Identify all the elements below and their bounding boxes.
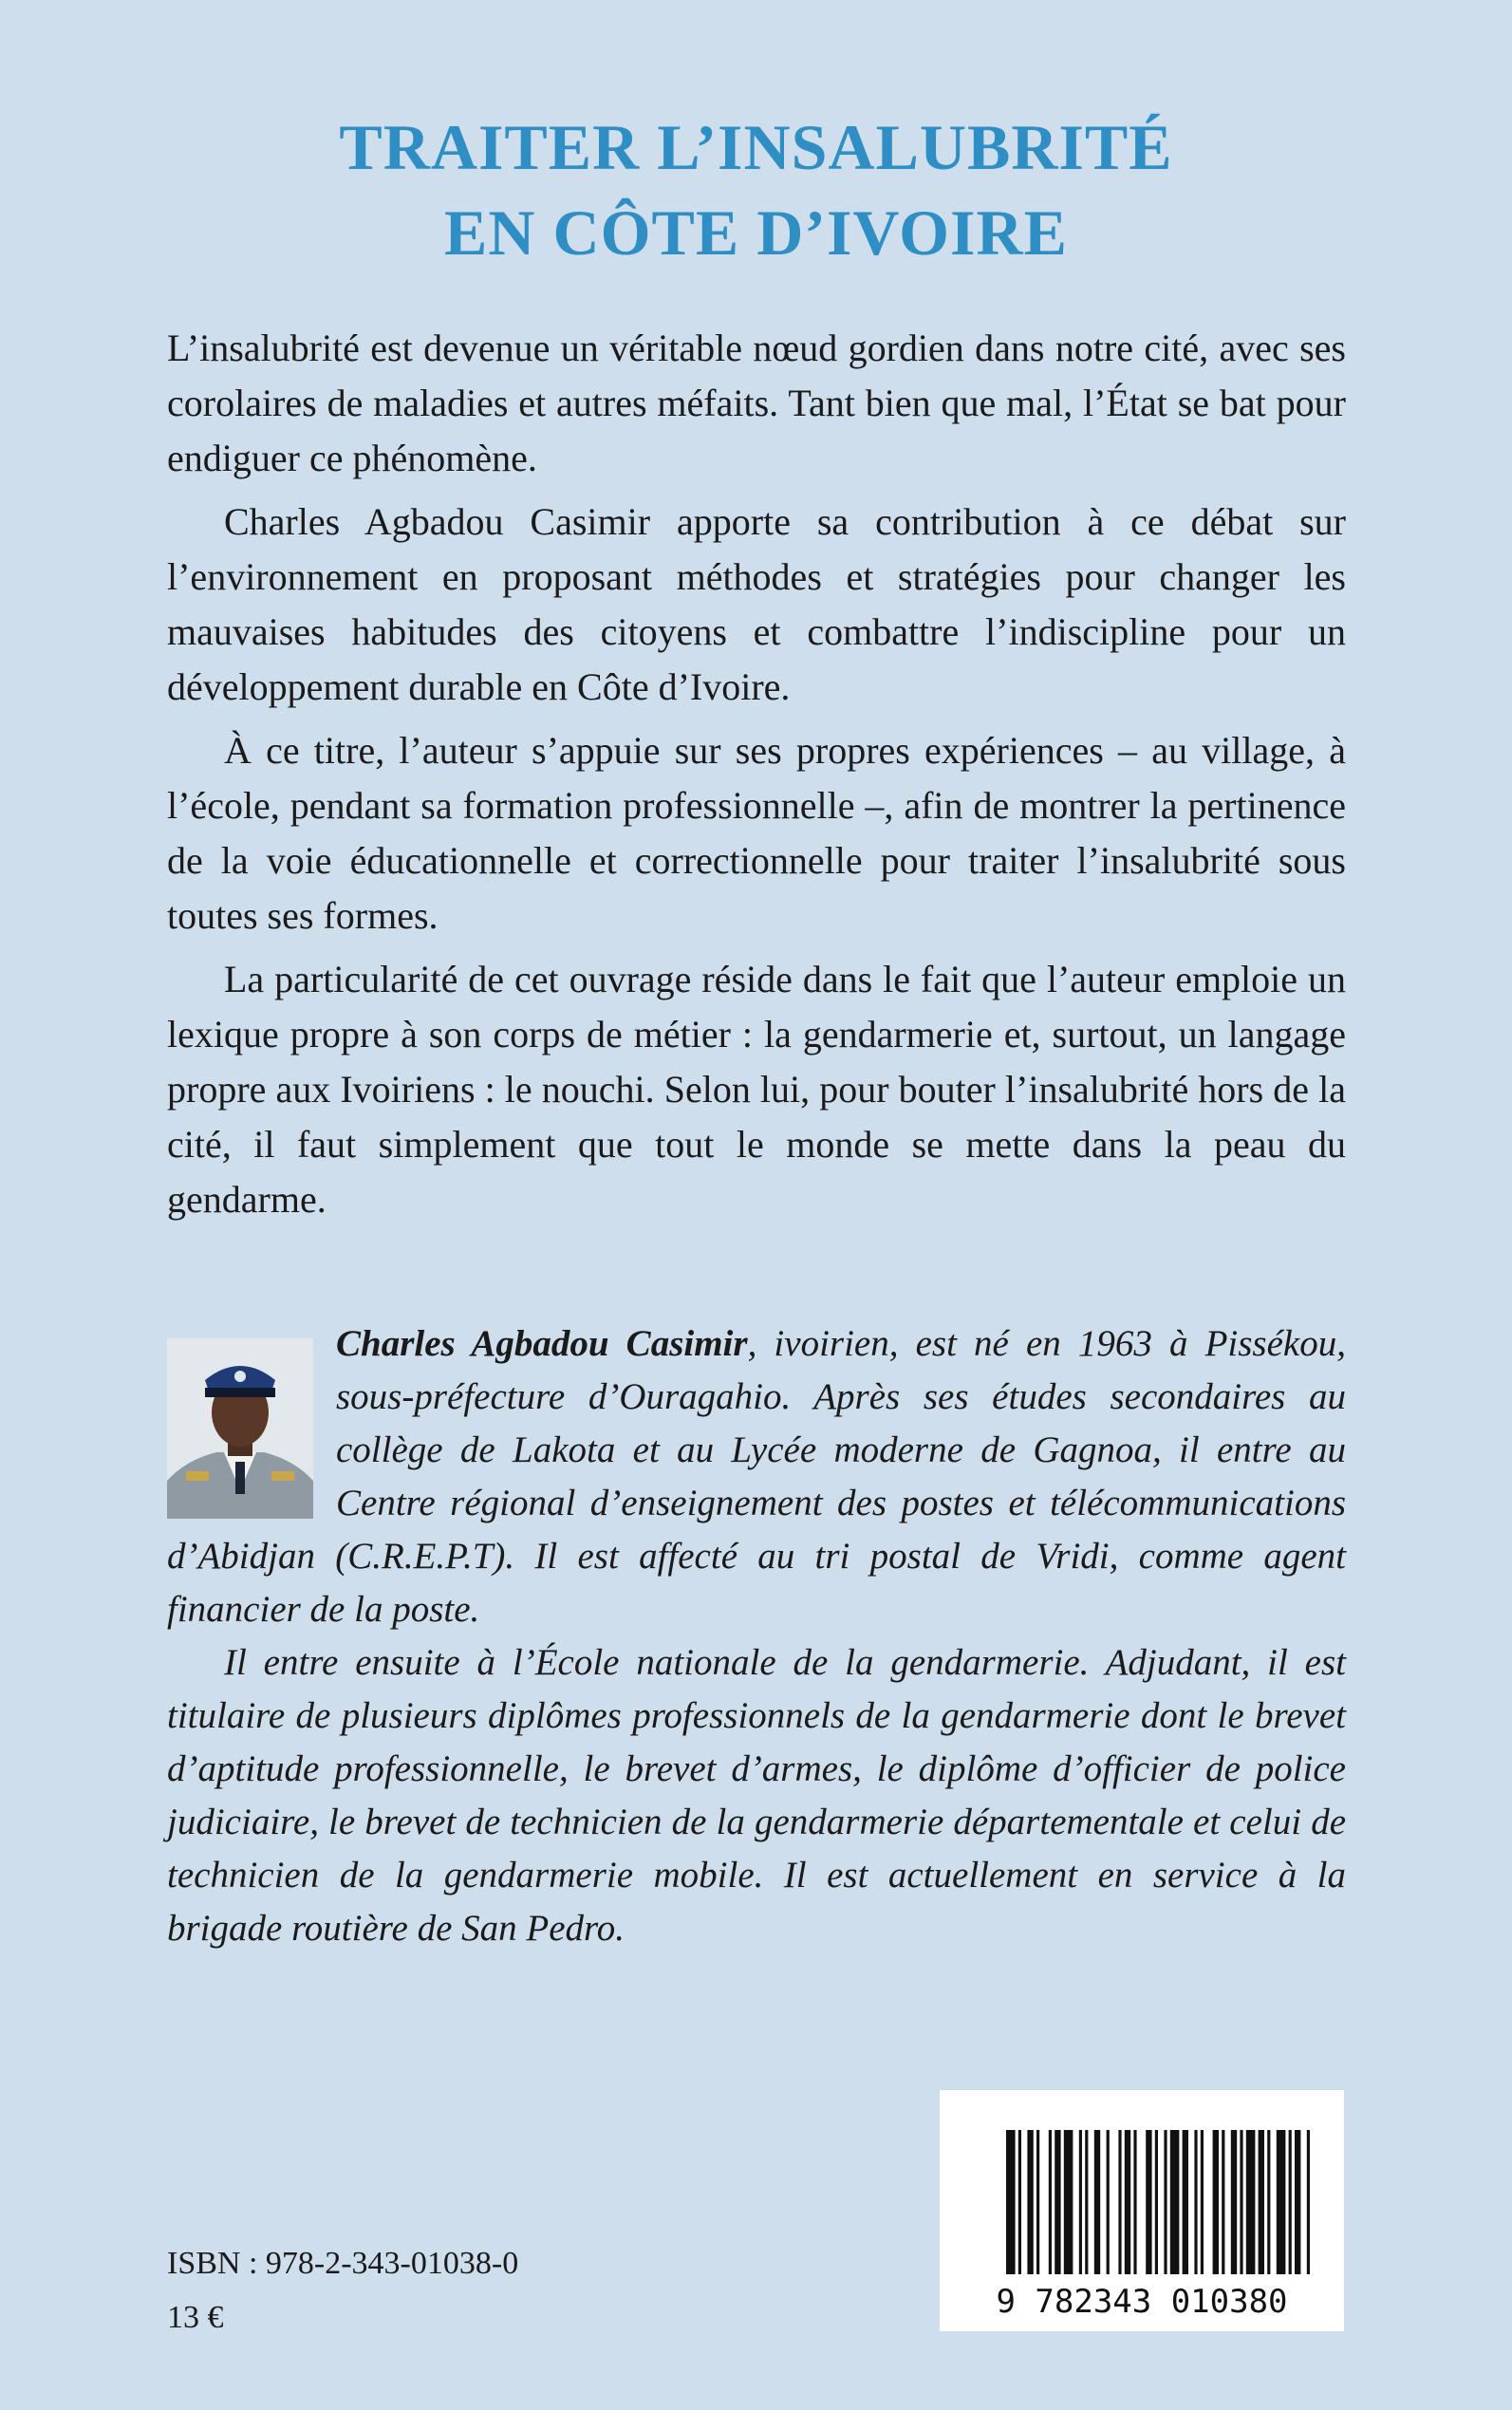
barcode-bar <box>1027 2130 1033 2274</box>
bio-paragraph-1 <box>167 1317 1346 1636</box>
summary-paragraph-2: Charles Agbadou Casimir apporte sa contribution à ce débat sur l’environnement en proposant méthodes et stratégies pour changer les mauvaises habitudes des citoyens et combattre l’indiscipline pour un développement durable en Côte d’Ivoire. <box>167 500 1346 708</box>
barcode-bar <box>1055 2130 1060 2274</box>
book-summary <box>167 321 1346 1236</box>
barcode-bar <box>1307 2130 1310 2274</box>
barcode-bar <box>1259 2130 1264 2274</box>
barcode-bar <box>1246 2130 1256 2274</box>
summary-paragraph-3: À ce titre, l’auteur s’appuie sur ses propres expériences – au village, à l’école, pendant sa formation professionnelle –, afin de montrer la pertinence de la voie éducationnelle et correctionnelle pour traiter l’insalubrité sous toutes ses formes. <box>167 729 1346 937</box>
barcode-bar <box>1277 2130 1286 2274</box>
barcode-bar <box>1183 2130 1188 2274</box>
bio-paragraph-2: Il entre ensuite à l’École nationale de la gendarmerie. Adjudant, il est titulaire de plusieurs diplômes professionnels de la gendarmerie dont le brevet d’aptitude professionnelle, le brevet d’armes, le diplôme d’officier de police judiciaire, le brevet de technicien de la gendarmerie départementale et celui de technicien de la gendarmerie mobile. Il est actuellement en service à la brigade routière de San Pedro. <box>167 1642 1346 1949</box>
summary-paragraph-1: L’insalubrité est devenue un véritable nœud gordien dans notre cité, avec ses corolaires de maladies et autres méfaits. Tant bien que mal, l’État se bat pour endiguer ce phénomène. <box>167 327 1346 479</box>
barcode-bar <box>1133 2130 1136 2274</box>
barcode-bar <box>1064 2130 1073 2274</box>
barcode-bar <box>1118 2130 1121 2274</box>
barcode-bar <box>1222 2130 1224 2274</box>
author-bio <box>167 1317 1346 1955</box>
barcode-bar <box>1194 2130 1197 2274</box>
barcode-bar <box>1018 2130 1021 2274</box>
price: 13 € <box>167 2300 224 2335</box>
bio-paragraph-1-text: , ivoirien, est né en 1963 à Pissékou, sous-préfecture d’Ouragahio. Après ses études secondaires au collège de Lakota et au Lycée moderne de Gagnoa, il entre au Centre régional d’enseignement des postes et télécommunications d’Abidjan (C.R.E.P.T). Il est affecté au tri postal de Vridi, comme agent financier de la poste. <box>167 1323 1346 1630</box>
barcode-bar <box>1085 2130 1088 2274</box>
barcode-bar <box>1213 2130 1219 2274</box>
book-title <box>0 104 1512 275</box>
barcode-bar <box>1125 2130 1130 2274</box>
book-title-line-1: TRAITER L’INSALUBRITÉ <box>339 111 1173 183</box>
barcode-bar <box>1107 2130 1110 2274</box>
barcode-bar <box>1201 2130 1204 2274</box>
barcode-bar <box>1146 2130 1151 2274</box>
author-name: Charles Agbadou Casimir <box>336 1323 748 1364</box>
barcode-bar <box>1155 2130 1158 2274</box>
barcode-bar <box>1231 2130 1237 2274</box>
barcode-bar <box>1240 2130 1242 2274</box>
barcode-digits: 9 782343 010380 <box>996 2283 1288 2321</box>
barcode-bar <box>1006 2130 1016 2274</box>
barcode-bar <box>1289 2130 1292 2274</box>
isbn: ISBN : 978-2-343-01038-0 <box>167 2246 519 2281</box>
book-title-line-2: EN CÔTE D’IVOIRE <box>444 196 1068 269</box>
barcode-bar <box>1164 2130 1167 2274</box>
barcode-bar <box>1170 2130 1180 2274</box>
barcode-bar <box>1295 2130 1300 2274</box>
barcode-bar <box>1267 2130 1270 2274</box>
barcode-bar <box>1036 2130 1039 2274</box>
barcode-icon <box>940 2090 1344 2331</box>
barcode-bar <box>1094 2130 1100 2274</box>
summary-paragraph-4: La particularité de cet ouvrage réside dans le fait que l’auteur emploie un lexique propre à son corps de métier : la gendarmerie et, surtout, un langage propre aux Ivoiriens : le nouchi. Selon lui, pour bouter l’insalubrité hors de la cité, il faut simplement que tout le monde se mette dans la peau du gendarme. <box>167 958 1346 1221</box>
barcode-bar <box>1079 2130 1082 2274</box>
barcode <box>940 2090 1344 2331</box>
barcode-bar <box>1049 2130 1052 2274</box>
